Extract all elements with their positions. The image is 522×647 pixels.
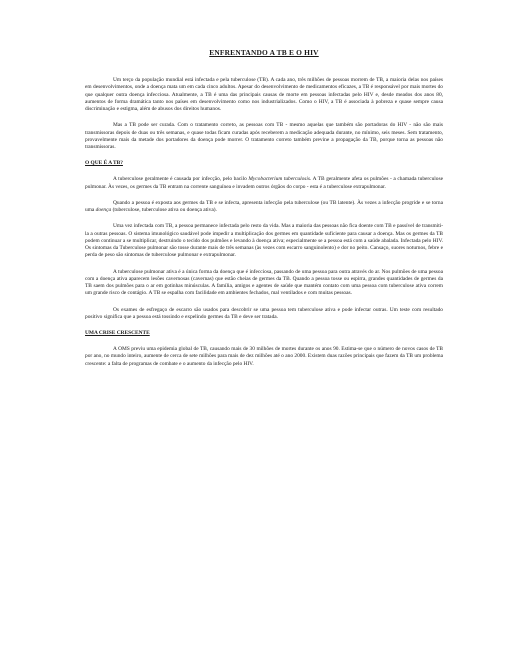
intro-paragraph-2: Mas a TB pode ser curada. Com o tratamento correto, as pessoas com TB - mesmo aquelas que também são portadoras do HIV - não são mais transmissoras depois de duas ou três semanas, e quase todas ficam curadas após receberem a medicação adequada durante, no mínimo, seis meses. Sem tratamento, provavelmente mais da metade dos portadores da doença pode morrer. O tratamento correto também previne a propagação da TB, porque torna as pessoas não transmissoras.: [85, 122, 443, 150]
section1-paragraph-2: [85, 200, 443, 215]
section-heading-what-is-tb: O QUE É A TB?: [85, 160, 123, 167]
section-heading-growing-crisis: UMA CRISE CRESCENTE: [85, 330, 150, 336]
disease-word: doença: [95, 207, 112, 213]
bacillus-name: Mycobacterium tuberculosis: [248, 176, 310, 183]
section1-p1-text-a: A tuberculose geralmente é causada por infecção, pelo bacilo: [113, 176, 249, 183]
intro-paragraph-1: Um terço da população mundial está infectada e pela tuberculose (TB). A cada ano, três milhões de pessoas morrem de TB, a maioria delas nos países em desenvolvimentos, onde a doença mata um em cada cinco adultos. Apesar do desenvolvimento de medicamentos eficazes, a TB é responsável por mais mortes do que qualquer outra doença infecciosa. Atualmente, a TB é uma das principais causas de morte em pessoas infectadas pelo HIV e, desde meados dos anos 80, aumentos de forma dramática tanto nos países em desenvolvimento como nos industrializados. Como o HIV, a TB é associada à pobreza e quase sempre causa discriminação e estigma, além de abusos dos direitos humanos.: [85, 77, 443, 112]
document-title: ENFRENTANDO A TB E O HIV: [209, 48, 319, 57]
section1-paragraph-5: Os exames de esfregaço de escarro são usados para descobrir se uma pessoa tem tuberculose ativa e pode infectar outras. Um teste com resultado positivo significa que a pessoa está tossindo e expelindo germes da TB e deve ser tratada.: [85, 306, 443, 320]
section1-p2-text-a: Quando a pessoa é exposta aos germes da TB e se infecta, apresenta infecção pela tuberculose (ou TB latente). Às vezes a infecção progride e se torna uma: [85, 199, 443, 213]
section1-paragraph-3: Uma vez infectada com TB, a pessoa permanece infectada pelo resto da vida. Mas a maioria das pessoas não fica doente com TB e passível de transmiti-la a outras pessoas. O sistema imunológico saudável pode impedir a multiplicação dos germes em quantidade suficiente para causar a doença. Mas os germes da TB podem continuar a se multiplicar, destruindo o tecido dos pulmões e levando à doença ativa; especialmente se a pessoa está com a saúde abalada. Infectada pelo HIV. Os sintomas da Tuberculose pulmonar são tosse durante mais de três semanas (às vezes com escarro sanguinolento) e dor no peito. Cansaço, suores noturnos, febre e perda de peso são sintomas de tuberculose pulmonar e extrapulmonar.: [85, 223, 443, 259]
section1-paragraph-1: [85, 176, 443, 191]
section1-p2-text-b: (tuberculose, tuberculose ativa ou doença ativa).: [111, 207, 217, 213]
section1-paragraph-4: A tuberculose pulmonar ativa é a única forma da doença que é infecciosa, passando de uma pessoa para outra através do ar. Nos pulmões de uma pessoa com a doença ativa aparecem lesões cavernosas (cavernas) que estão cheias de germes da TB. Quando a pessoa tosse ou espirra, grandes quantidades de germes da TB saem dos pulmões para o ar em gotinhas minúsculas. A família, amigos e agentes de saúde que mantém contato com uma pessoa com tuberculose ativa correm um grande risco de contágio. A TB se espalha com facilidade em ambientes fechados, mal ventilados e com muitas pessoas.: [85, 268, 443, 297]
section2-paragraph-1: A OMS previu uma epidemia global de TB, causando mais de 30 milhões de mortes durante os anos 90. Estima-se que o número de novos casos de TB por ano, no mundo inteiro, aumente de cerca de sete milhões para mais de dez milhões até o ano 2000. Existem duas razões principais que fazem da TB um problema crescente: a falta de programas de combate e o aumento da infecção pelo HIV.: [85, 346, 443, 367]
section1-p1-text-b: . A TB geralmente afeta os pulmões - a chamada tuberculose pulmonar. Às vezes, os germes da TB entram na corrente sanguínea e invadem outros órgãos do corpo - esta é a tuberculose extrapulmonar.: [85, 176, 443, 190]
document-body: [85, 48, 443, 377]
